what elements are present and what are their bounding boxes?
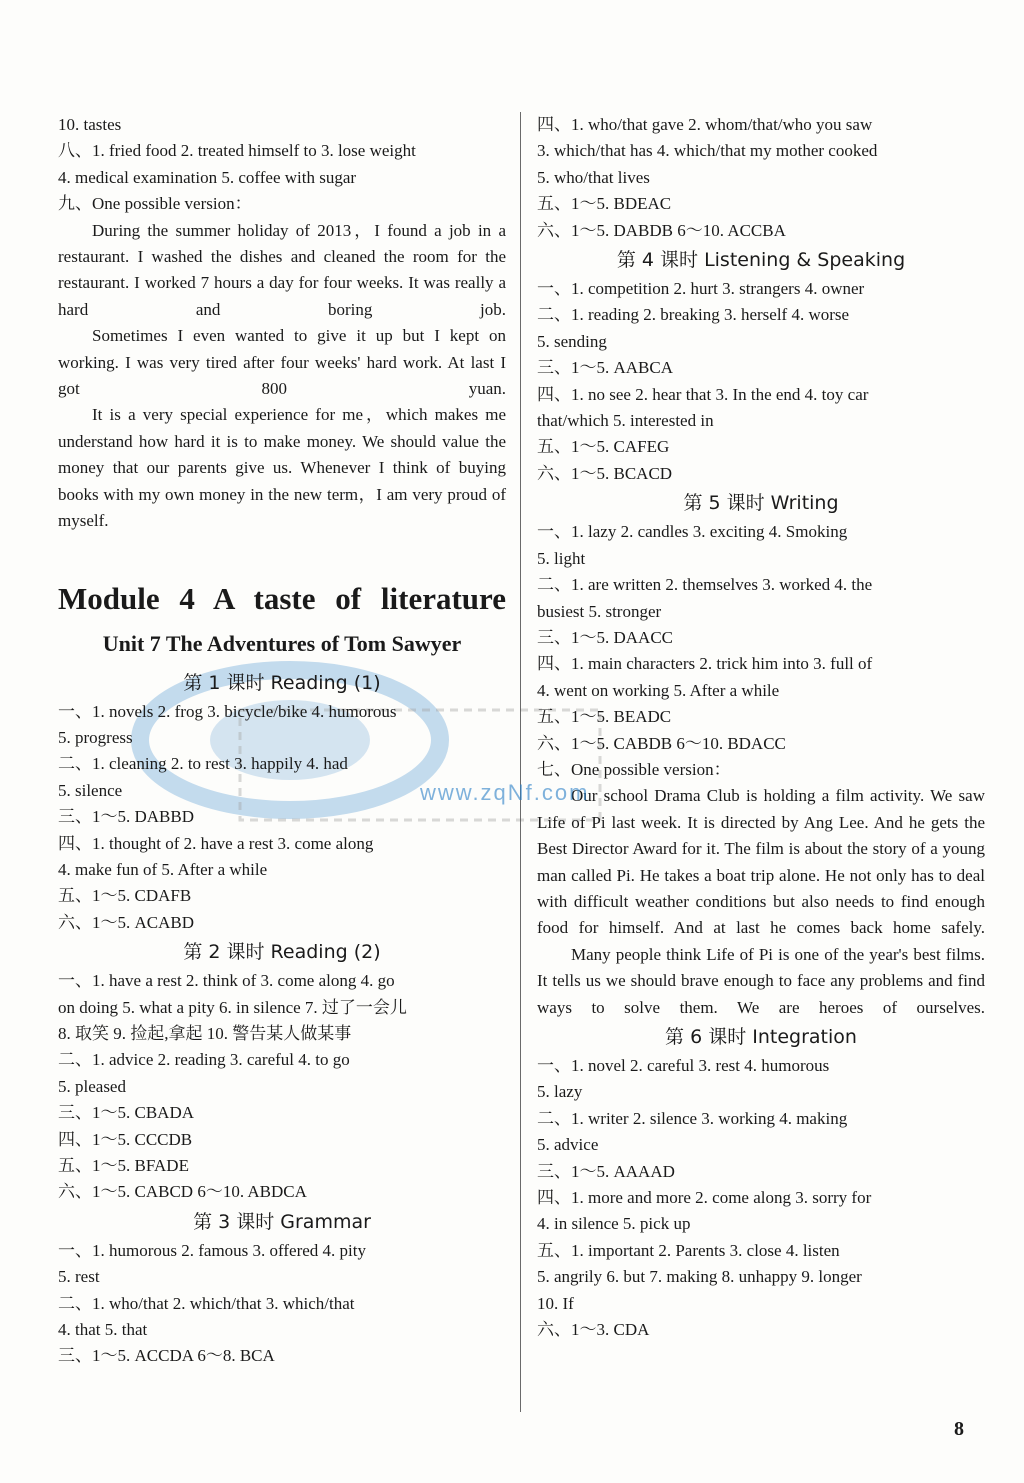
answer-line: 四、1. more and more 2. come along 3. sorry for <box>537 1188 872 1208</box>
answer-line: 5. lazy <box>537 1082 583 1102</box>
answer-line: 二、1. are written 2. themselves 3. worked 4. the <box>537 575 873 595</box>
answer-line: 五、1～5. CAFEG <box>537 437 670 457</box>
answer-line: 4. medical examination 5. coffee with sugar <box>58 167 357 187</box>
answer-line: 一、1. novel 2. careful 3. rest 4. humorous <box>537 1056 830 1075</box>
answer-line: 三、1～5. DAACC <box>537 627 674 647</box>
lesson-heading-2: 第 2 课时 Reading (2) <box>183 941 381 964</box>
answer-line: on doing 5. what a pity 6. in silence 7. 过了一会儿 <box>58 997 407 1017</box>
answer-line: 五、1～5. BDEAC <box>537 194 672 214</box>
answer-line: 5. progress <box>58 727 133 747</box>
answer-line: 四、1. main characters 2. trick him into 3. full of <box>537 654 873 674</box>
answer-line: 3. which/that has 4. which/that my mother cooked <box>537 141 878 161</box>
answer-line: 5. rest <box>58 1267 100 1287</box>
answer-line: 五、1. important 2. Parents 3. close 4. listen <box>537 1240 840 1260</box>
answer-line: 一、1. lazy 2. candles 3. exciting 4. Smoking <box>537 522 848 542</box>
answer-line: 四、1～5. CCCDB <box>58 1129 193 1149</box>
answer-line: 六、1～5. ACABD <box>58 912 195 932</box>
lesson-heading-5: 第 5 课时 Writing <box>683 492 839 515</box>
answer-line: 四、1. who/that gave 2. whom/that/who you saw <box>537 115 873 134</box>
answer-line: 一、1. competition 2. hurt 3. strangers 4. owner <box>537 279 865 299</box>
answer-line: 二、1. reading 2. breaking 3. herself 4. worse <box>537 305 850 325</box>
essay-paragraph: Sometimes I even wanted to give it up but I kept on working. I was very tired after four weeks' hard work. At last I got 800 yuan. <box>58 326 506 399</box>
answer-line: 四、1. no see 2. hear that 3. In the end 4. toy car <box>537 384 869 404</box>
right-column <box>537 112 985 1343</box>
answer-line: 5. advice <box>537 1135 599 1155</box>
answer-line: 九、One possible version： <box>58 194 252 214</box>
answer-line: 一、1. have a rest 2. think of 3. come along 4. go <box>58 971 395 991</box>
answer-line: 4. make fun of 5. After a while <box>58 859 268 879</box>
answer-line: that/which 5. interested in <box>537 411 714 431</box>
essay-paragraph: During the summer holiday of 2013，I found a job in a restaurant. I washed the dishes and cleaned the room for the restaurant. I worked 7 hours a day for four weeks. It was really a hard and boring job. <box>58 220 506 319</box>
answer-line: 10. tastes <box>58 115 122 134</box>
answer-line: 六、1～5. CABDB 6～10. BDACC <box>537 733 786 753</box>
answer-line: 六、1～5. BCACD <box>537 463 673 483</box>
left-column <box>58 112 506 1370</box>
answer-line: 六、1～5. DABDB 6～10. ACCBA <box>537 220 786 240</box>
answer-line: 5. silence <box>58 780 123 800</box>
answer-line: busiest 5. stronger <box>537 601 662 621</box>
lesson-heading-3: 第 3 课时 Grammar <box>193 1210 371 1233</box>
essay-paragraph: Our school Drama Club is holding a film activity. We saw Life of Pi last week. It is directed by Ang Lee. And he gets the Best Director Award for it. The film is about the story of a young man called Pi. He takes a boat trip alone. He not only has to deal with difficult weather conditions but also needs to find enough food for himself. And at last he comes back home safely. <box>537 786 985 938</box>
module-title: Module 4 A taste of literature <box>58 580 506 616</box>
answer-line: 4. in silence 5. pick up <box>537 1214 691 1234</box>
answer-line: 5. who/that lives <box>537 167 650 187</box>
answer-line: 六、1～3. CDA <box>537 1320 650 1340</box>
answer-line: 一、1. humorous 2. famous 3. offered 4. pity <box>58 1240 367 1260</box>
unit-title: Unit 7 The Adventures of Tom Sawyer <box>102 630 462 656</box>
answer-line: 5. angrily 6. but 7. making 8. unhappy 9. longer <box>537 1267 862 1287</box>
answer-line: 五、1～5. BFADE <box>58 1156 189 1175</box>
answer-line: 六、1～5. CABCD 6～10. ABDCA <box>58 1182 307 1202</box>
answer-line: 三、1～5. DABBD <box>58 807 195 827</box>
answer-line: 一、1. novels 2. frog 3. bicycle/bike 4. humorous <box>58 701 397 721</box>
answer-line: 8. 取笑 9. 捡起,拿起 10. 警告某人做某事 <box>58 1023 352 1043</box>
answer-line: 10. If <box>537 1293 574 1313</box>
answer-line: 5. pleased <box>58 1076 126 1096</box>
answer-line: 三、1～5. AABCA <box>537 358 674 378</box>
answer-line: 二、1. cleaning 2. to rest 3. happily 4. had <box>58 754 348 774</box>
answer-line: 二、1. writer 2. silence 3. working 4. making <box>537 1108 848 1128</box>
page-number: 8 <box>954 1418 964 1440</box>
answer-line: 二、1. advice 2. reading 3. careful 4. to go <box>58 1050 350 1070</box>
answer-line: 5. sending <box>537 331 607 351</box>
lesson-heading-1: 第 1 课时 Reading (1) <box>183 671 381 694</box>
answer-line: 4. that 5. that <box>58 1320 148 1340</box>
answer-line: 三、1～5. ACCDA 6～8. BCA <box>58 1346 275 1366</box>
answer-line: 八、1. fried food 2. treated himself to 3. lose weight <box>58 141 416 161</box>
answer-line: 四、1. thought of 2. have a rest 3. come along <box>58 833 374 853</box>
answer-line: 三、1～5. CBADA <box>58 1103 195 1123</box>
answer-line: 五、1～5. BEADC <box>537 707 672 727</box>
answer-line: 三、1～5. AAAAD <box>537 1161 675 1181</box>
essay-paragraph: Many people think Life of Pi is one of the year's best films. It tells us we should brave enough to face any problems and find ways to solve them. We are heroes of ourselves. <box>537 944 985 1017</box>
essay-paragraph: It is a very special experience for me，which makes me understand how hard it is to make money. We should value the money that our parents give us. Whenever I think of buying books with my own money in the new term，I am very proud of myself. <box>58 405 506 531</box>
lesson-heading-4: 第 4 课时 Listening & Speaking <box>616 249 906 272</box>
answer-line: 二、1. who/that 2. which/that 3. which/that <box>58 1293 355 1313</box>
watermark-url: www.zqNf.com <box>420 780 590 805</box>
answer-line: 5. light <box>537 548 586 568</box>
answer-line: 七、One possible version： <box>537 759 731 779</box>
answer-line: 4. went on working 5. After a while <box>537 680 780 700</box>
answer-line: 五、1～5. CDAFB <box>58 886 192 906</box>
lesson-heading-6: 第 6 课时 Integration <box>665 1026 857 1048</box>
